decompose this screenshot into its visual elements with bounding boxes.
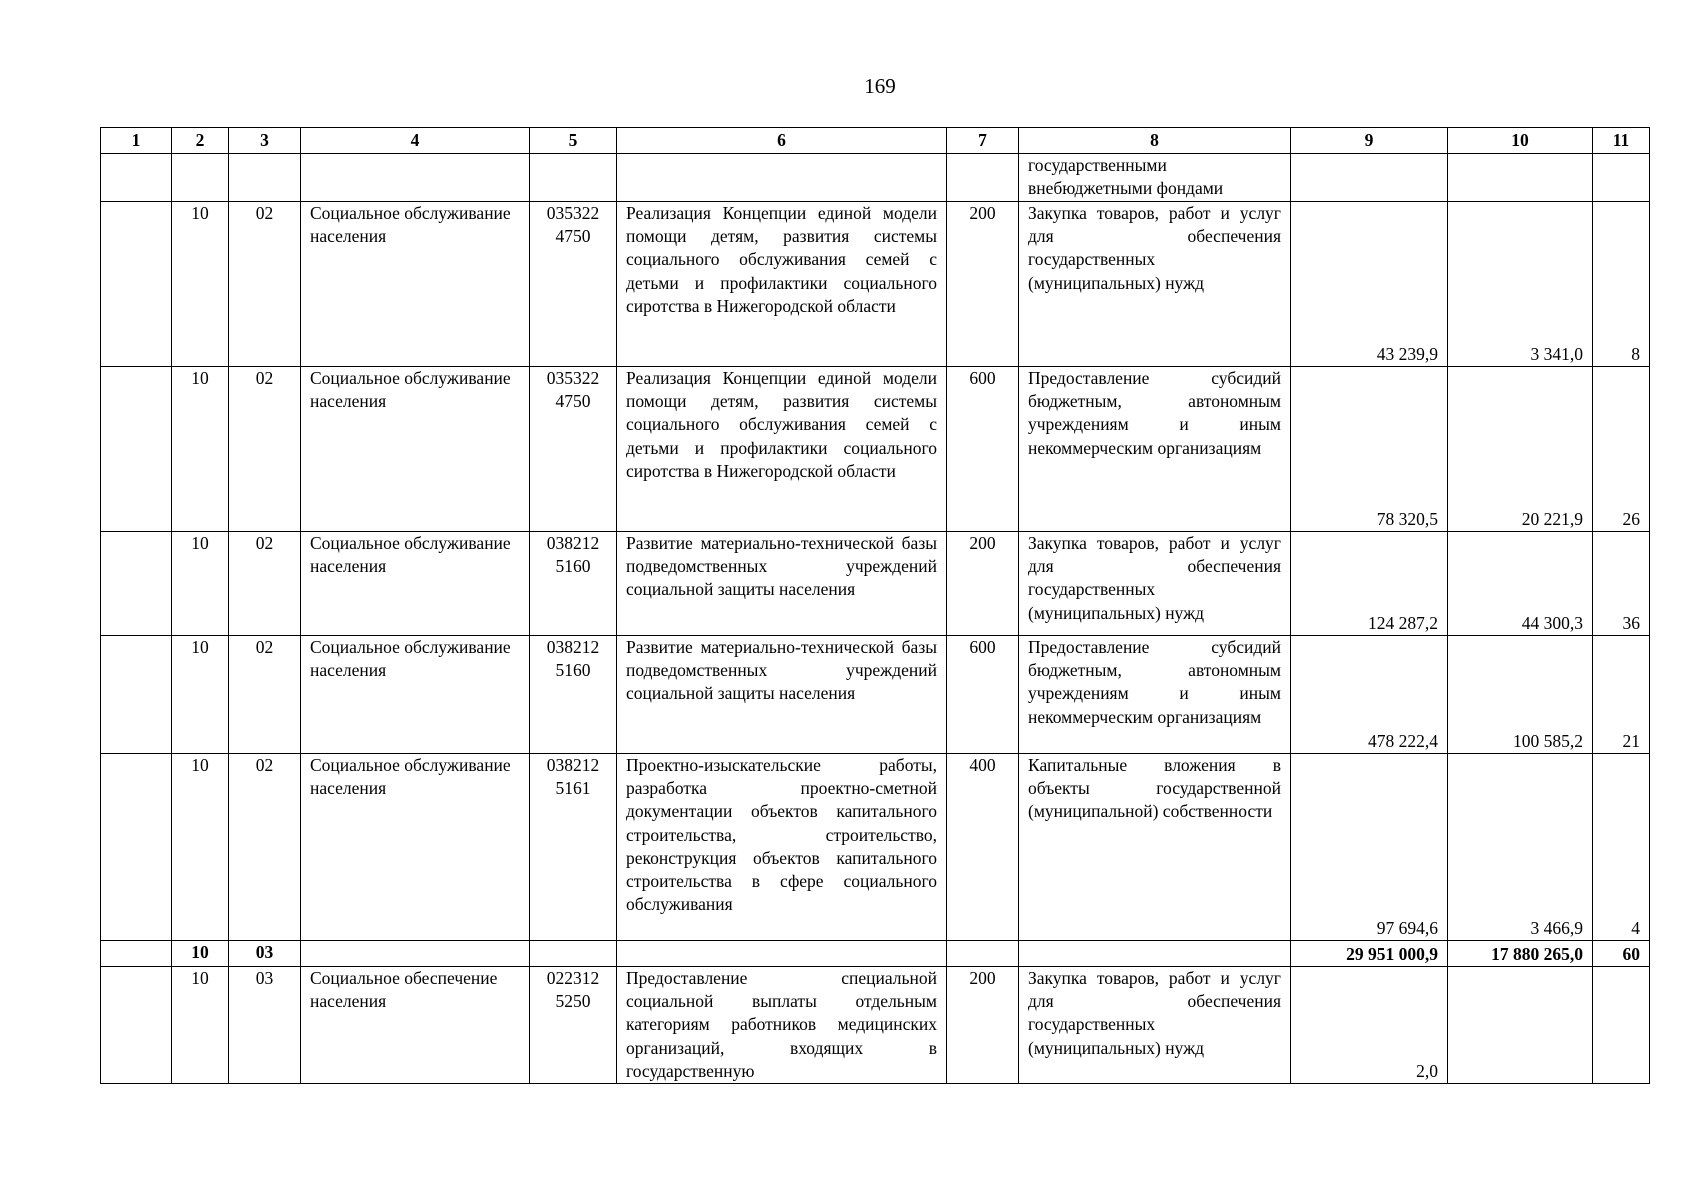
target-name-cell: Развитие материально-технической базы подведомственных учреждений социальной защиты населения <box>617 532 947 636</box>
expense-type-cell: Капитальные вложения в объекты государственной (муниципальной) собственности <box>1019 754 1291 941</box>
executed-cell: 44 300,3 <box>1448 532 1593 636</box>
table-row <box>101 532 1650 636</box>
section-cell: 10 <box>172 941 229 967</box>
subsection-name-cell: Социальное обеспечение населения <box>301 967 530 1084</box>
amount-cell: 97 694,6 <box>1291 754 1448 941</box>
target-code-cell: 038212 5160 <box>530 636 617 754</box>
expense-type-cell: государственными внебюджетными фондами <box>1019 154 1291 202</box>
header-cell: 10 <box>1448 128 1593 154</box>
header-cell: 9 <box>1291 128 1448 154</box>
header-cell: 2 <box>172 128 229 154</box>
table-row <box>101 754 1650 941</box>
expense-code-cell: 400 <box>947 754 1019 941</box>
subsection-name-cell: Социальное обслуживание населения <box>301 202 530 367</box>
subsection-cell: 02 <box>229 754 301 941</box>
target-code-cell: 035322 4750 <box>530 202 617 367</box>
target-name-cell: Развитие материально-технической базы подведомственных учреждений социальной защиты населения <box>617 636 947 754</box>
header-cell: 3 <box>229 128 301 154</box>
expense-code-cell: 200 <box>947 202 1019 367</box>
target-code-cell: 022312 5250 <box>530 967 617 1084</box>
expense-code-cell: 200 <box>947 967 1019 1084</box>
expense-type-cell: Закупка товаров, работ и услуг для обеспечения государственных (муниципальных) нужд <box>1019 532 1291 636</box>
subsection-name-cell: Социальное обслуживание населения <box>301 532 530 636</box>
amount-cell: 124 287,2 <box>1291 532 1448 636</box>
executed-cell: 3 466,9 <box>1448 754 1593 941</box>
executed-cell: 20 221,9 <box>1448 367 1593 532</box>
budget-table <box>100 127 1650 1084</box>
target-name-cell: Предоставление специальной социальной выплаты отдельным категориям работников медицинских организаций, входящих в государственную <box>617 967 947 1084</box>
executed-cell: 17 880 265,0 <box>1448 941 1593 967</box>
target-name-cell: Реализация Концепции единой модели помощи детям, развития системы социального обслуживания семей с детьми и профилактики социального сиротства в Нижегородской области <box>617 202 947 367</box>
subsection-cell: 02 <box>229 202 301 367</box>
amount-cell: 43 239,9 <box>1291 202 1448 367</box>
table-row <box>101 202 1650 367</box>
expense-code-cell: 600 <box>947 636 1019 754</box>
expense-type-cell: Предоставление субсидий бюджетным, автономным учреждениям и иным некоммерческим организациям <box>1019 636 1291 754</box>
header-cell: 4 <box>301 128 530 154</box>
section-cell: 10 <box>172 754 229 941</box>
table-row <box>101 967 1650 1084</box>
expense-code-cell: 600 <box>947 367 1019 532</box>
target-code-cell: 035322 4750 <box>530 367 617 532</box>
header-cell: 11 <box>1593 128 1650 154</box>
target-code-cell: 038212 5161 <box>530 754 617 941</box>
target-code-cell: 038212 5160 <box>530 532 617 636</box>
target-name-cell: Реализация Концепции единой модели помощи детям, развития системы социального обслуживания семей с детьми и профилактики социального сиротства в Нижегородской области <box>617 367 947 532</box>
percent-cell: 36 <box>1593 532 1650 636</box>
continuation-row <box>101 154 1650 202</box>
header-row <box>101 128 1650 154</box>
percent-cell: 21 <box>1593 636 1650 754</box>
subsection-name-cell: Социальное обслуживание населения <box>301 367 530 532</box>
subsection-cell: 02 <box>229 636 301 754</box>
header-cell: 8 <box>1019 128 1291 154</box>
target-name-cell: Проектно-изыскательские работы, разработка проектно-сметной документации объектов капитального строительства, строительство, реконструкция объектов капитального строительства в сфере социального обслуживания <box>617 754 947 941</box>
subsection-name-cell: Социальное обслуживание населения <box>301 636 530 754</box>
expense-type-cell: Закупка товаров, работ и услуг для обеспечения государственных (муниципальных) нужд <box>1019 202 1291 367</box>
section-cell: 10 <box>172 636 229 754</box>
amount-cell: 29 951 000,9 <box>1291 941 1448 967</box>
table-row <box>101 367 1650 532</box>
subtotal-row <box>101 941 1650 967</box>
percent-cell: 26 <box>1593 367 1650 532</box>
section-cell: 10 <box>172 967 229 1084</box>
percent-cell: 4 <box>1593 754 1650 941</box>
subsection-cell: 03 <box>229 941 301 967</box>
header-cell: 5 <box>530 128 617 154</box>
executed-cell: 3 341,0 <box>1448 202 1593 367</box>
subsection-cell: 02 <box>229 367 301 532</box>
table-row <box>101 636 1650 754</box>
amount-cell: 478 222,4 <box>1291 636 1448 754</box>
executed-cell: 100 585,2 <box>1448 636 1593 754</box>
page-number: 169 <box>864 74 896 98</box>
section-cell: 10 <box>172 367 229 532</box>
expense-code-cell: 200 <box>947 532 1019 636</box>
section-cell: 10 <box>172 532 229 636</box>
subsection-name-cell: Социальное обслуживание населения <box>301 754 530 941</box>
subsection-cell: 02 <box>229 532 301 636</box>
header-cell: 1 <box>101 128 172 154</box>
expense-type-cell: Предоставление субсидий бюджетным, автономным учреждениям и иным некоммерческим организациям <box>1019 367 1291 532</box>
percent-cell: 8 <box>1593 202 1650 367</box>
amount-cell: 2,0 <box>1291 967 1448 1084</box>
section-cell: 10 <box>172 202 229 367</box>
expense-type-cell: Закупка товаров, работ и услуг для обеспечения государственных (муниципальных) нужд <box>1019 967 1291 1084</box>
header-cell: 6 <box>617 128 947 154</box>
header-cell: 7 <box>947 128 1019 154</box>
percent-cell: 60 <box>1593 941 1650 967</box>
subsection-cell: 03 <box>229 967 301 1084</box>
amount-cell: 78 320,5 <box>1291 367 1448 532</box>
